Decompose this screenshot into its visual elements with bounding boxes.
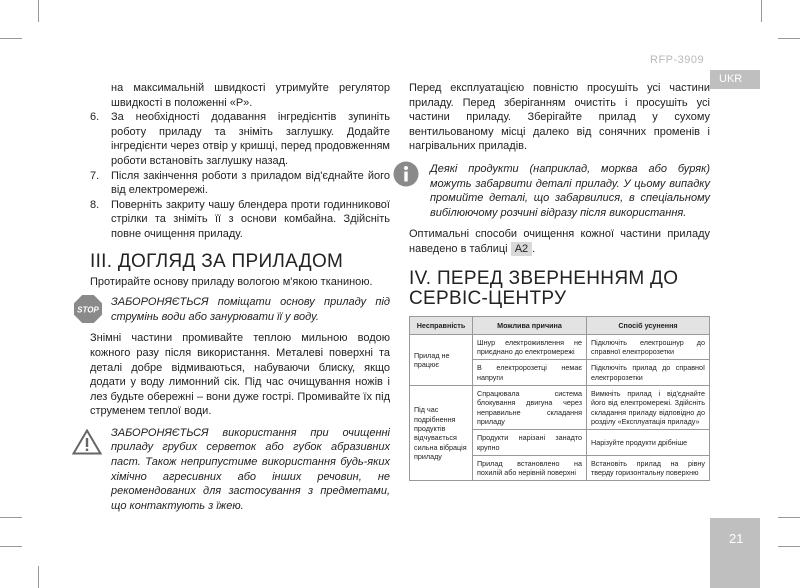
right-column [409, 81, 710, 481]
page-number: 21 [710, 518, 760, 588]
list-item: 6. За необхідності додавання інгредієнтів зупиніть роботу приладу та зніміть заглушку. Додайте інгредієнти через отвір у кришці, перед продовженням роботи встановіть заглушку назад. [90, 111, 390, 167]
crop-mark [778, 546, 800, 547]
storage-text: Перед експлуатацією повністю просушіть усі частини приладу. Перед зберіганням очистіть і просушіть усі частини приладу. Зберігайте прилад у сухому вентильованому місці далеко від сонячних променів і нагрівальних приладів. [409, 82, 710, 153]
table-header-row [410, 316, 710, 334]
crop-mark [761, 0, 762, 22]
crop-mark [0, 38, 22, 39]
table-reference: Оптимальні способи очищення кожної частини приладу наведено в таблиці A2 . [409, 228, 710, 255]
step-continuation: на максимальній швидкості утримуйте регулятор швидкості в положенні «P». [111, 82, 390, 109]
language-tab: UKR [710, 70, 760, 89]
left-column [77, 81, 390, 520]
table-cell: В електророзетці немає напруги [473, 360, 587, 386]
table-cell: Нарізуйте продукти дрібніше [587, 430, 710, 456]
model-number: RFP-3909 [650, 54, 705, 66]
table-cell: Підключіть прилад до справної електророзетки [587, 360, 710, 386]
section-heading-care: III. ДОГЛЯД ЗА ПРИЛАДОМ [90, 250, 344, 272]
crop-mark [0, 517, 22, 518]
caution-warning: ЗАБОРОНЯЄТЬСЯ використання при очищенні приладу грубих серветок або губок абразивних паст. Також неприпустиме використання будь-яких хімічно агресивних або інших речовин, не рекомендованих для застосування з предметами, що контактують з їжею. [90, 426, 390, 514]
table-cell: Прилад встановлено на похилій або нерівній поверхні [473, 455, 587, 481]
info-note: Деякі продукти (наприклад, морква або буряк) можуть забарвити деталі приладу. У цьому випадку промийте деталі, що забарвилися, в спеціальному вибілюючому розчині відразу після використання. [409, 162, 710, 220]
column-header: Несправність [410, 316, 473, 334]
crop-mark [38, 0, 39, 22]
column-header: Спосіб усунення [587, 316, 710, 334]
column-header: Можлива причина [473, 316, 587, 334]
stop-warning: STOP ЗАБОРОНЯЄТЬСЯ поміщати основу приладу під струмінь води або занурювати її у воду. [90, 295, 390, 324]
warning-icon [72, 429, 102, 455]
table-cell: Вимкніть прилад і від'єднайте його від електромережі. Здійсніть складання приладу відповідно до розділу «Експлуатація приладу» [587, 386, 710, 430]
info-icon [393, 161, 419, 187]
table-cell: Підключіть електрошнур до справної електророзетки [587, 334, 710, 360]
crop-mark [38, 566, 39, 588]
crop-mark [0, 546, 22, 547]
table-ref-badge: A2 [511, 242, 532, 256]
table-row [410, 386, 710, 430]
table-cell: Шнур електроживлення не приєднано до електромережі [473, 334, 587, 360]
table-cell: Продукти нарізані занадто крупно [473, 430, 587, 456]
section-heading-service: IV. ПЕРЕД ЗВЕРНЕННЯМ ДО СЕРВІС-ЦЕНТРУ [409, 267, 679, 309]
table-cell-problem: Прилад не працює [410, 334, 473, 385]
care-intro: Протирайте основу приладу вологою м'якою тканиною. [90, 275, 373, 288]
table-cell: Встановіть прилад на рівну тверду горизонтальну поверхню [587, 455, 710, 481]
crop-mark [778, 38, 800, 39]
stop-icon [74, 295, 102, 323]
table-row [410, 334, 710, 360]
table-cell: Спрацювала система блокування двигуна через неправильне складання приладу [473, 386, 587, 430]
crop-mark [778, 517, 800, 518]
troubleshooting-table [409, 316, 710, 482]
care-text: Знімні частини промивайте теплою мильною водою кожного разу після використання. Металеві поверхні та деталі добре відмиваються, набуваючи блиску, якщо додати у воду лимонний сік. Під час очищування ножів і лез будьте обережні – вони дуже гострі. Промивайте їх під струменем теплої води. [90, 332, 390, 418]
list-item: 7. Після закінчення роботи з приладом від'єднайте його від електромережі. [90, 169, 390, 197]
svg-text:STOP: STOP [77, 305, 99, 315]
table-cell-problem: Під час подрібнення продуктів відчувається сильна вібрація приладу [410, 386, 473, 481]
list-item: 8. Поверніть закриту чашу блендера проти годинникової стрілки та зніміть її з основи комбайна. Здійсніть повне очищення приладу. [90, 198, 390, 240]
